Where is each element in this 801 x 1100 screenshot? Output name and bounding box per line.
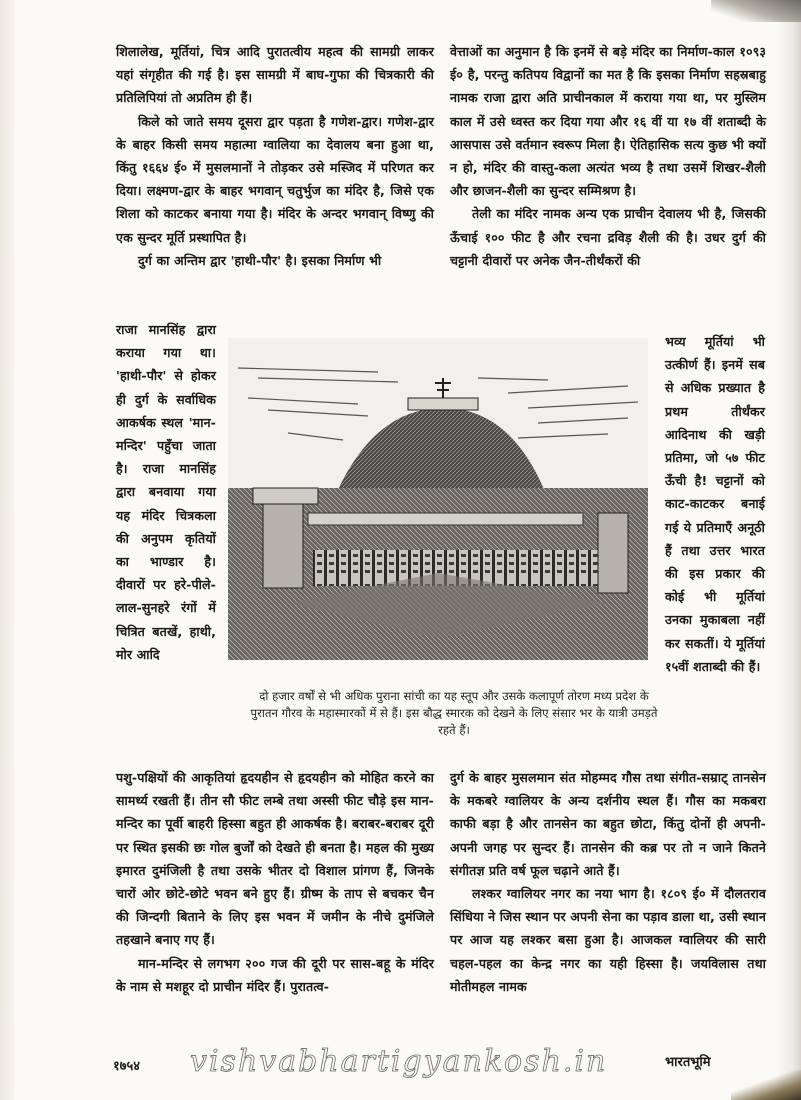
paragraph: लश्कर ग्वालियर नगर का नया भाग है। १८०९ ई० में दौलतराव सिंधिया ने जिस स्थान पर अपनी सेना का पड़ाव डाला था, उसी स्थान पर आज यह लश्कर बसा हुआ है। आजकल ग्वालियर की सारी चहल-पहल का केन्द्र नगर का यही हिस्सा है। जयविलास तथा मोतीमहल नामक (450, 886, 766, 994)
watermark: vishvabhartigyankosh.in (190, 1044, 608, 1079)
paragraph: दुर्ग के बाहर मुसलमान संत मोहम्मद गौस तथा संगीत-सम्राट् तानसेन के मकबरे ग्वालियर के अन्य दर्शनीय स्थल हैं। गौस का मकबरा काफी बड़ा है और तानसेन का बहुत छोटा, किंतु दोनों ही अपनी-अपनी जगह पर सुन्दर हैं। तानसेन की कब्र पर तो न जाने कितने संगीतज्ञ प्रति वर्ष फूल चढ़ाने आते हैं। (450, 770, 766, 878)
paragraph: तेली का मंदिर नामक अन्य एक प्राचीन देवालय भी है, जिसकी ऊँचाई १०० फीट है और रचना द्रविड़ शैली की है। उधर दुर्ग की चट्टानी दीवारों पर अनेक जैन-तीर्थंकरों की (450, 206, 766, 268)
page-edge-right (779, 0, 801, 1100)
left-column-bottom (116, 766, 434, 998)
right-column-top (450, 40, 766, 272)
journal-name: भारतभूमि (665, 1055, 711, 1070)
page-number: १७५४ (113, 1059, 141, 1074)
paragraph: भव्य मूर्तियां भी उत्कीर्ण हैं। इनमें सब से अधिक प्रख्यात है प्रथम तीर्थंकर आदिनाथ की खड़ी प्रतिमा, जो ५७ फीट ऊँची है! चट्टानों को काट-काटकर बनाई गई ये प्रतिमाएँ अनूठी हैं तथा उत्तर भारत की इस प्रकार की कोई भी मूर्तियां उनका मुकाबला नहीं कर सकतीं। ये मूर्तियां १५वीं शताब्दी की हैं। (665, 334, 765, 674)
upper-railing (308, 513, 583, 525)
right-narrow-column (665, 330, 765, 678)
page-corner-shadow (711, 0, 801, 22)
paragraph: मान-मन्दिर से लगभग २०० गज की दूरी पर सास-बहू के मंदिर के नाम से मशहूर दो प्राचीन मंदिर हैं। पुरातत्व- (116, 955, 434, 994)
page-edge-left (0, 0, 14, 1100)
right-column-bottom (450, 766, 766, 998)
torana-gate-left (263, 503, 303, 588)
paragraph: शिलालेख, मूर्तियां, चित्र आदि पुरातत्वीय महत्व की सामग्री लाकर यहां संगृहीत की गई है। इस सामग्री में बाघ-गुफा की चित्रकारी की प्रतिलिपियां तो अप्रतिम ही हैं। (116, 44, 434, 106)
figure-caption: दो हजार वर्षों से भी अधिक पुराना सांची का यह स्तूप और उसके कलापूर्ण तोरण मध्य प्रदेश के पुरातन गौरव के महास्मारकों में से हैं। इस बौद्ध स्मारक को देखने के लिए संसार भर के यात्री उमड़ते रहते हैं। (250, 689, 658, 737)
paragraph: राजा मानसिंह द्वारा कराया गया था। 'हाथी-पौर' से होकर ही दुर्ग के सर्वाधिक आकर्षक स्थल 'मान-मन्दिर' पहुँचा जाता है। राजा मानसिंह द्वारा बनवाया गया यह मंदिर चित्रकला की अनुपम कृतियों का भाण्डार है। दीवारों पर हरे-पीले-लाल-सुनहरे रंगों में चित्रित बतखें, हाथी, मोर आदि (116, 322, 216, 662)
page-corner-shadow (731, 1070, 801, 1100)
torana-gate-right (598, 513, 628, 593)
paragraph: पशु-पक्षियों की आकृतियां हृदयहीन से हृदयहीन को मोहित करने का सामर्थ्य रखती हैं। तीन सौ फीट लम्बे तथा अस्सी फीट चौड़े इस मान-मन्दिर का पूर्वी बाहरी हिस्सा बहुत ही आकर्षक है। बराबर-बराबर दूरी पर स्थित इसकी छः गोल बुर्जों को देखते ही बनता है। महल की मुख्य इमारत दुमंजिली है तथा उसके भीतर दो विशाल प्रांगण हैं, जिनके चारों ओर छोटे-छोटे भवन बने हुए हैं। ग्रीष्म के ताप से बचकर चैन की जिन्दगी बिताने के लिए इस भवन में जमीन के नीचे दुमंजिले तहखाने बनाए गए हैं। (116, 770, 434, 948)
stupa-engraving-image (228, 338, 648, 660)
stupa-illustration (228, 338, 648, 660)
paragraph: किले को जाते समय दूसरा द्वार पड़ता है गणेश-द्वार। गणेश-द्वार के बाहर किसी समय महात्मा ग्वालिया का देवालय बना हुआ था, किंतु १६६४ ई० में मुसलमानों ने तोड़कर उसे मस्जिद में परिणत कर दिया। लक्ष्मण-द्वार के बाहर भगवान् चतुर्भुज का मंदिर है, जिसे एक शिला को काटकर बनाया गया है। मंदिर के अन्दर भगवान् विष्णु की एक सुन्दर मूर्ति प्रस्थापित है। (116, 113, 434, 245)
left-column-top (116, 40, 434, 272)
harmika (408, 398, 478, 410)
left-narrow-column (116, 318, 216, 666)
paragraph: वेत्ताओं का अनुमान है कि इनमें से बड़े मंदिर का निर्माण-काल १०९३ ई० है, परन्तु कतिपय विद्वानों का मत है कि इसका निर्माण सहस्रबाहु नामक राजा द्वारा अति प्राचीनकाल में कराया गया था, पर मुस्लिम काल में उसे ध्वस्त कर दिया गया और १६ वीं या १७ वीं शताब्दी के आसपास उसे वर्तमान स्वरूप मिला है। ऐतिहासिक सत्य कुछ भी क्यों न हो, मंदिर की वास्तु-कला अत्यंत भव्य है तथा उसमें शिखर-शैली और छाजन-शैली का सुन्दर सम्मिश्रण है। (450, 44, 766, 199)
paragraph: दुर्ग का अन्तिम द्वार 'हाथी-पौर' है। इसका निर्माण भी (138, 252, 382, 268)
